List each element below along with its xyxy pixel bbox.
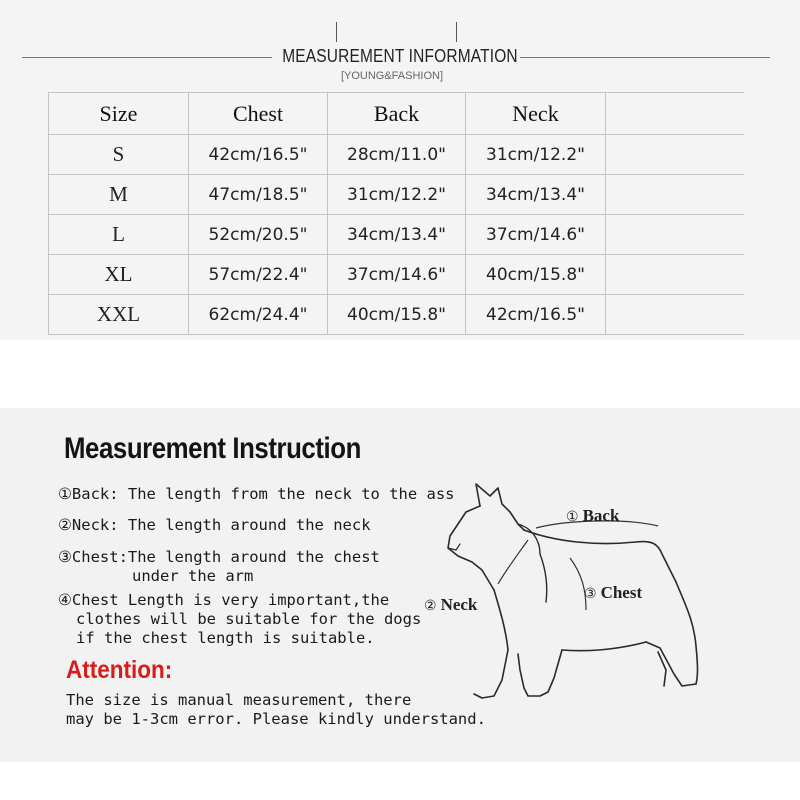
instruction-item-back (58, 485, 455, 503)
neck-number: ② (424, 599, 437, 614)
empty-column-cell (606, 295, 744, 335)
attention-line-1: The size is manual measurement, there (66, 691, 412, 709)
instruction-item-chest-length-cont: clothes will be suitable for the dogs (76, 610, 422, 628)
back-cell: 34cm/13.4" (328, 215, 466, 255)
size-cell: XXL (49, 295, 189, 335)
decorative-tick-left (336, 22, 337, 42)
instruction-item-neck (58, 516, 371, 534)
size-cell: S (49, 135, 189, 175)
empty-column-cell (606, 175, 744, 215)
item-number: ④ (58, 591, 72, 609)
item-number: ③ (58, 548, 72, 566)
table-row (49, 135, 744, 175)
size-table (48, 92, 744, 335)
back-number: ① (566, 510, 579, 525)
instruction-title: Measurement Instruction (64, 432, 361, 465)
neck-cell: 42cm/16.5" (466, 295, 606, 335)
back-cell: 40cm/15.8" (328, 295, 466, 335)
diagram-label-chest: ③ Chest (584, 583, 643, 602)
column-header-neck: Neck (466, 93, 606, 135)
table-row (49, 255, 744, 295)
instruction-item-chest (58, 548, 380, 566)
item-text: Neck: The length around the neck (71, 516, 371, 534)
diagram-label-neck: ② Neck (424, 595, 478, 614)
separator-band (0, 340, 800, 408)
chest-cell: 42cm/16.5" (189, 135, 328, 175)
back-cell: 28cm/11.0" (328, 135, 466, 175)
item-text: Back: The length from the neck to the ass (71, 485, 455, 503)
diagram-label-back: ① Back (566, 506, 620, 525)
chest-cell: 52cm/20.5" (189, 215, 328, 255)
chest-cell: 62cm/24.4" (189, 295, 328, 335)
item-number: ② (58, 516, 72, 534)
instruction-item-chest-cont: under the arm (132, 567, 254, 585)
empty-column-cell (606, 215, 744, 255)
column-header-chest: Chest (189, 93, 328, 135)
table-header-row (49, 93, 744, 135)
chest-number: ③ (584, 587, 597, 602)
neck-cell: 37cm/14.6" (466, 215, 606, 255)
empty-column-cell (606, 93, 744, 135)
empty-column-cell (606, 135, 744, 175)
instruction-item-chest-length-cont2: if the chest length is suitable. (76, 629, 375, 647)
instruction-item-chest-length (58, 591, 389, 609)
neck-cell: 40cm/15.8" (466, 255, 606, 295)
item-text: Chest Length is very important,the (71, 591, 390, 609)
column-header-size: Size (49, 93, 189, 135)
page-subtitle: [YOUNG&FASHION] (340, 70, 444, 82)
decorative-tick-right (456, 22, 457, 42)
size-cell: L (49, 215, 189, 255)
size-cell: M (49, 175, 189, 215)
footer-band (0, 762, 800, 800)
attention-title: Attention: (66, 656, 173, 684)
table-row (49, 215, 744, 255)
back-cell: 37cm/14.6" (328, 255, 466, 295)
chest-cell: 47cm/18.5" (189, 175, 328, 215)
empty-column-cell (606, 255, 744, 295)
item-number: ① (58, 485, 72, 503)
table-row (49, 175, 744, 215)
attention-line-2: may be 1-3cm error. Please kindly understand. (66, 710, 486, 728)
column-header-back: Back (328, 93, 466, 135)
table-row (49, 295, 744, 335)
item-text: Chest:The length around the chest (71, 548, 380, 566)
chest-cell: 57cm/22.4" (189, 255, 328, 295)
size-cell: XL (49, 255, 189, 295)
neck-cell: 34cm/13.4" (466, 175, 606, 215)
neck-cell: 31cm/12.2" (466, 135, 606, 175)
back-cell: 31cm/12.2" (328, 175, 466, 215)
page-title: MEASUREMENT INFORMATION (282, 46, 518, 66)
